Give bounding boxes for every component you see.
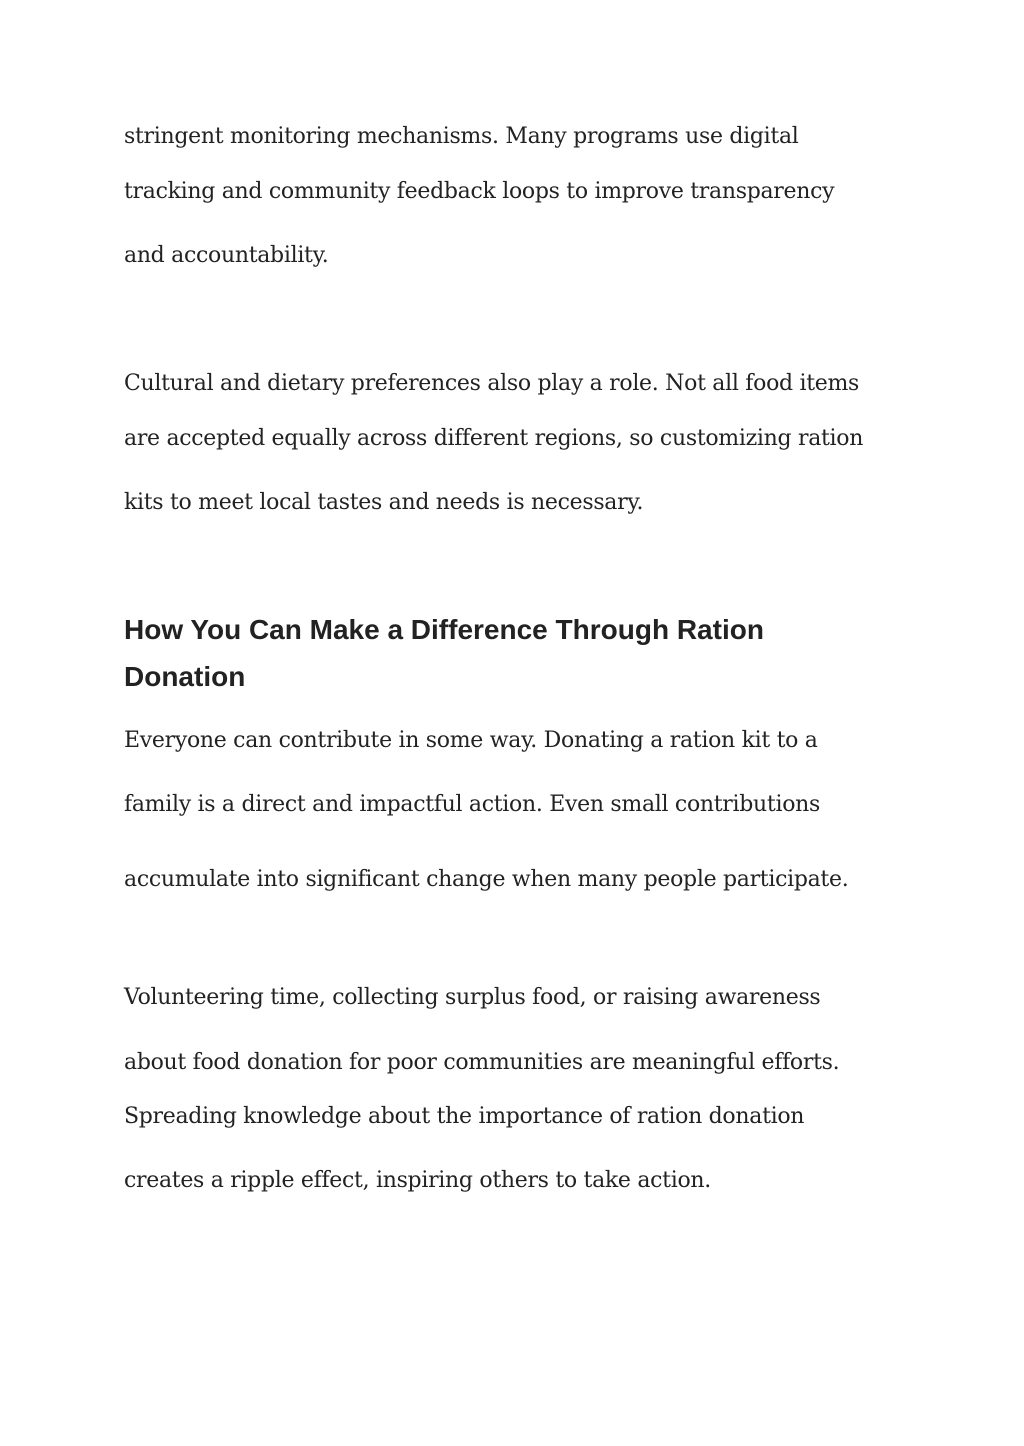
text-line: stringent monitoring mechanisms. Many programs use digital: [124, 124, 799, 149]
text-line: creates a ripple effect, inspiring others to take action.: [124, 1168, 711, 1193]
text-line: are accepted equally across different regions, so customizing ration: [124, 426, 864, 451]
text-line: tracking and community feedback loops to improve transparency: [124, 179, 835, 204]
text-line: family is a direct and impactful action. Even small contributions: [124, 792, 820, 817]
text-line: accumulate into significant change when many people participate.: [124, 867, 849, 892]
text-line: Volunteering time, collecting surplus food, or raising awareness: [124, 985, 821, 1010]
text-line: Spreading knowledge about the importance of ration donation: [124, 1104, 805, 1129]
text-line: Cultural and dietary preferences also play a role. Not all food items: [124, 371, 860, 396]
heading-line: Donation: [124, 661, 246, 692]
text-line: kits to meet local tastes and needs is necessary.: [124, 490, 644, 515]
text-line: and accountability.: [124, 243, 329, 268]
text-line: about food donation for poor communities are meaningful efforts.: [124, 1050, 840, 1075]
text-line: Everyone can contribute in some way. Donating a ration kit to a: [124, 728, 818, 753]
heading-line: How You Can Make a Difference Through Ration: [124, 614, 764, 645]
